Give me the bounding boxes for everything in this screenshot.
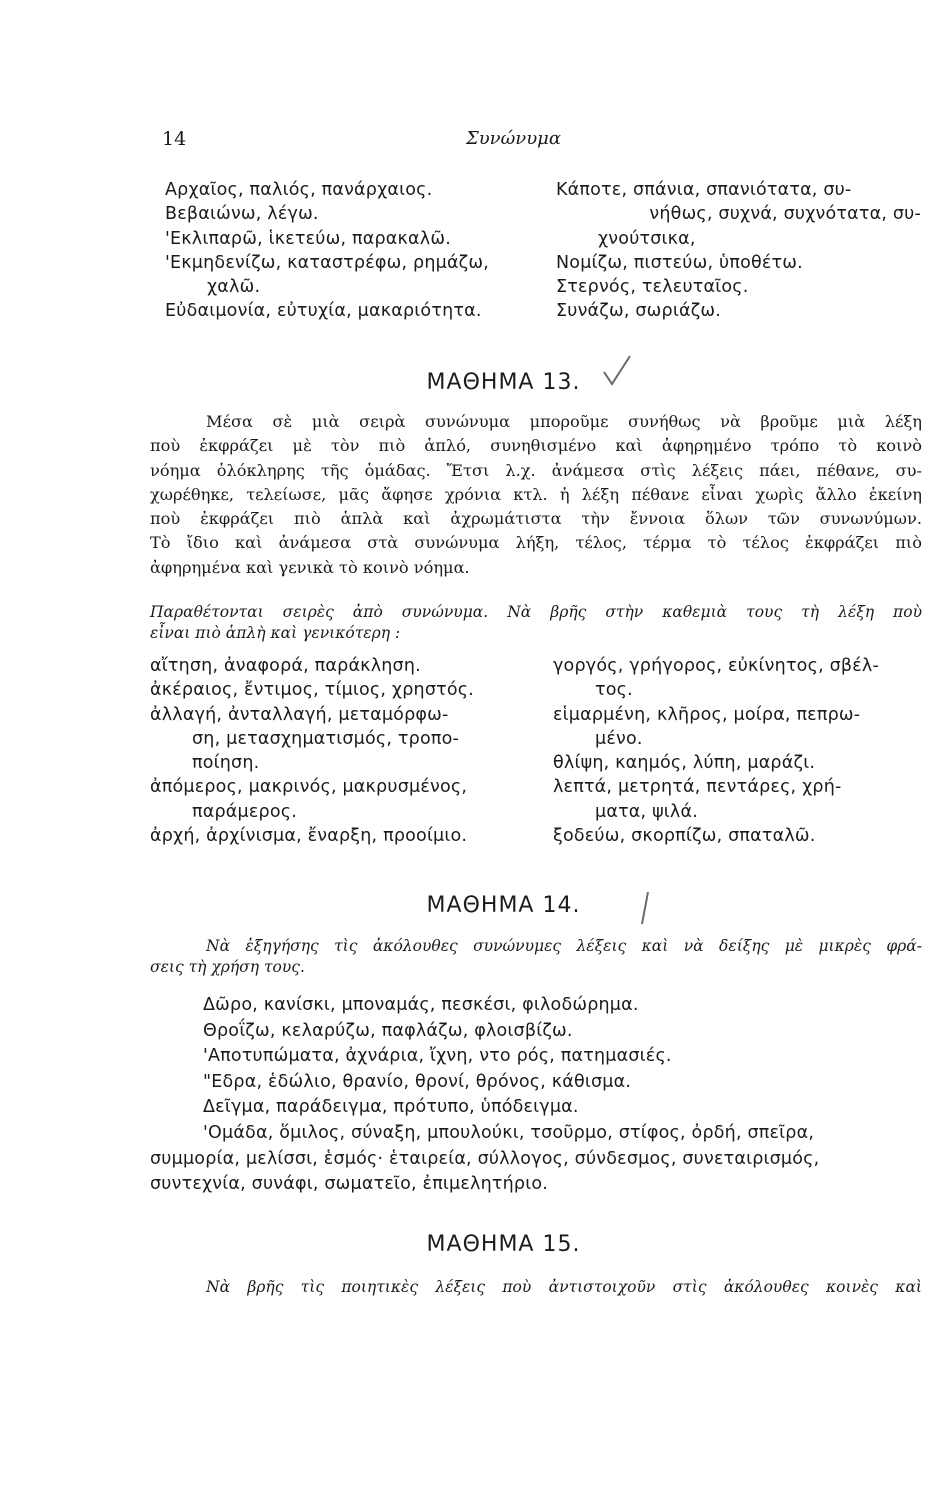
list-item: ἀλλαγή, ἀνταλλαγή, μεταμόρφω- <box>150 704 449 725</box>
lesson-15-instructions <box>150 1277 922 1298</box>
lesson-15-heading: ΜΑΘΗΜΑ 15. <box>426 1232 581 1257</box>
list-item: λεπτά, μετρητά, πεντάρες, χρή- <box>553 777 842 798</box>
page-number: 14 <box>162 128 187 150</box>
list-item: ποίηση. <box>192 753 260 774</box>
list-item: εἱμαρμένη, κλῆρος, μοίρα, πεπρω- <box>553 704 861 725</box>
lesson-14-long-entry <box>150 1121 922 1198</box>
lesson-13-left-column <box>150 654 530 848</box>
list-item: Δεῖγμα, παράδειγμα, πρότυπο, ὑπόδειγμα. <box>203 1097 579 1117</box>
pencil-mark-icon <box>636 890 656 926</box>
list-item: μένο. <box>595 728 643 749</box>
lesson-14-instructions <box>150 936 922 978</box>
list-item: Εὐδαιμονία, εὐτυχία, μακαριότητα. <box>165 301 482 322</box>
list-item: "Εδρα, ἑδώλιο, θρανίο, θρονί, θρόνος, κάθισμα. <box>203 1071 632 1092</box>
lesson-13-exercise <box>150 602 922 644</box>
paragraph-line: Μέσα σὲ μιὰ σειρὰ συνώνυμα μποροῦμε συνήθως νὰ βροῦμε μιὰ λέξη <box>206 412 922 431</box>
list-item: Δῶρο, κανίσκι, μποναμάς, πεσκέσι, φιλοδώρημα. <box>203 995 639 1015</box>
list-item: ἀπόμερος, μακρινός, μακρυσμένος, <box>150 777 468 798</box>
list-item: χαλῶ. <box>207 277 261 298</box>
list-item: 'Αποτυπώματα, ἀχνάρια, ἴχνη, ντο ρός, πατημασιές. <box>203 1046 672 1066</box>
paragraph-line: ἀφηρημένα καὶ γενικὰ τὸ κοινὸ νόημα. <box>150 557 470 577</box>
list-item: 'Εκμηδενίζω, καταστρέφω, ρημάζω, <box>165 252 490 273</box>
exercise-line: εἶναι πιὸ ἁπλὴ καὶ γενικότερη : <box>150 624 401 642</box>
list-item: Κάποτε, σπάνια, σπανιότατα, συ- <box>556 180 852 200</box>
check-mark-icon <box>598 352 638 392</box>
instruction-line: σεις τὴ χρήση τους. <box>150 958 305 976</box>
paragraph-line: ποὺ ἐκφράζει μὲ τὸν πιὸ ἁπλό, συνηθισμένο καὶ ἀφηρημένο τρόπο τὸ κοινὸ <box>150 436 922 456</box>
lesson-13-paragraph <box>150 410 922 580</box>
lesson-14-heading: ΜΑΘΗΜΑ 14. <box>426 893 581 918</box>
list-item: ση, μετασχηματισμός, τροπο- <box>192 728 460 749</box>
list-item: Συνάζω, σωριάζω. <box>556 301 722 322</box>
lesson-13-heading: ΜΑΘΗΜΑ 13. <box>426 370 581 395</box>
paragraph-line: χωρέθηκε, τελείωσε, μᾶς ἄφησε χρόνια κτλ. ἡ λέξη πέθανε εἶναι χωρὶς ἄλλο ἐκείνη <box>150 484 922 504</box>
list-item: γοργός, γρήγορος, εὐκίνητος, σβέλ- <box>553 656 879 676</box>
instruction-line: Νὰ βρῆς τὶς ποιητικὲς λέξεις ποὺ ἀντιστοιχοῦν στὶς ἀκόλουθες κοινὲς καὶ <box>206 1278 922 1296</box>
list-item: θλίψη, καημός, λύπη, μαράζι. <box>553 753 816 774</box>
top-right-column <box>556 178 921 324</box>
list-item: Αρχαῖος, παλιός, πανάρχαιος. <box>165 180 433 200</box>
list-item: ματα, ψιλά. <box>595 801 698 822</box>
lesson-14-synonym-list <box>203 993 923 1121</box>
running-title: Συνώνυμα <box>465 128 562 149</box>
exercise-line: Παραθέτονται σειρὲς ἀπὸ συνώνυμα. Νὰ βρῆς στὴν καθεμιὰ τους τὴ λέξη ποὺ <box>150 603 922 621</box>
list-item: ξοδεύω, σκορπίζω, σπαταλῶ. <box>553 826 816 847</box>
list-item: νήθως, συχνά, συχνότατα, συ- <box>649 204 921 225</box>
list-item: 'Εκλιπαρῶ, ἱκετεύω, παρακαλῶ. <box>165 228 451 249</box>
paragraph-line: νόημα ὁλόκληρης τῆς ὁμάδας. Ἔτσι λ.χ. ἀνάμεσα στὶς λέξεις πάει, πέθανε, συ- <box>150 460 922 480</box>
list-item: συντεχνία, συνάφι, σωματεῖο, ἐπιμελητήριο. <box>150 1174 549 1194</box>
list-item: χνούτσικα, <box>598 228 696 249</box>
list-item: Θροΐζω, κελαρύζω, παφλάζω, φλοισβίζω. <box>203 1020 573 1041</box>
lesson-13-right-column <box>553 654 921 848</box>
list-item: Βεβαιώνω, λέγω. <box>165 204 319 225</box>
list-item: Στερνός, τελευταῖος. <box>556 277 749 298</box>
list-item: 'Ομάδα, ὅμιλος, σύναξη, μπουλούκι, τσοῦρμο, στίφος, ὀρδή, σπεῖρα, <box>203 1123 815 1143</box>
list-item: παράμερος. <box>192 801 297 822</box>
list-item: ἀκέραιος, ἔντιμος, τίμιος, χρηστός. <box>150 680 474 701</box>
list-item: ἀρχή, ἀρχίνισμα, ἔναρξη, προοίμιο. <box>150 826 468 847</box>
list-item: αἴτηση, ἀναφορά, παράκληση. <box>150 656 421 676</box>
list-item: Νομίζω, πιστεύω, ὑποθέτω. <box>556 252 803 273</box>
top-left-column <box>165 178 545 324</box>
instruction-line: Νὰ ἐξηγήσης τὶς ἀκόλουθες συνώνυμες λέξεις καὶ νὰ δείξης μὲ μικρὲς φρά- <box>206 937 922 955</box>
paragraph-line: Τὸ ἴδιο καὶ ἀνάμεσα στὰ συνώνυμα λήξη, τέλος, τέρμα τὸ τέλος ἐκφράζει πιὸ <box>150 533 922 553</box>
list-item: συμμορία, μελίσσι, ἑσμός· ἑταιρεία, σύλλογος, σύνδεσμος, συνεταιρισμός, <box>150 1148 820 1169</box>
list-item: τος. <box>595 680 633 701</box>
paragraph-line: ποὺ ἐκφράζει πιὸ ἁπλὰ καὶ ἀχρωμάτιστα τὴν ἔννοια ὅλων τῶν συνωνύμων. <box>150 509 922 529</box>
